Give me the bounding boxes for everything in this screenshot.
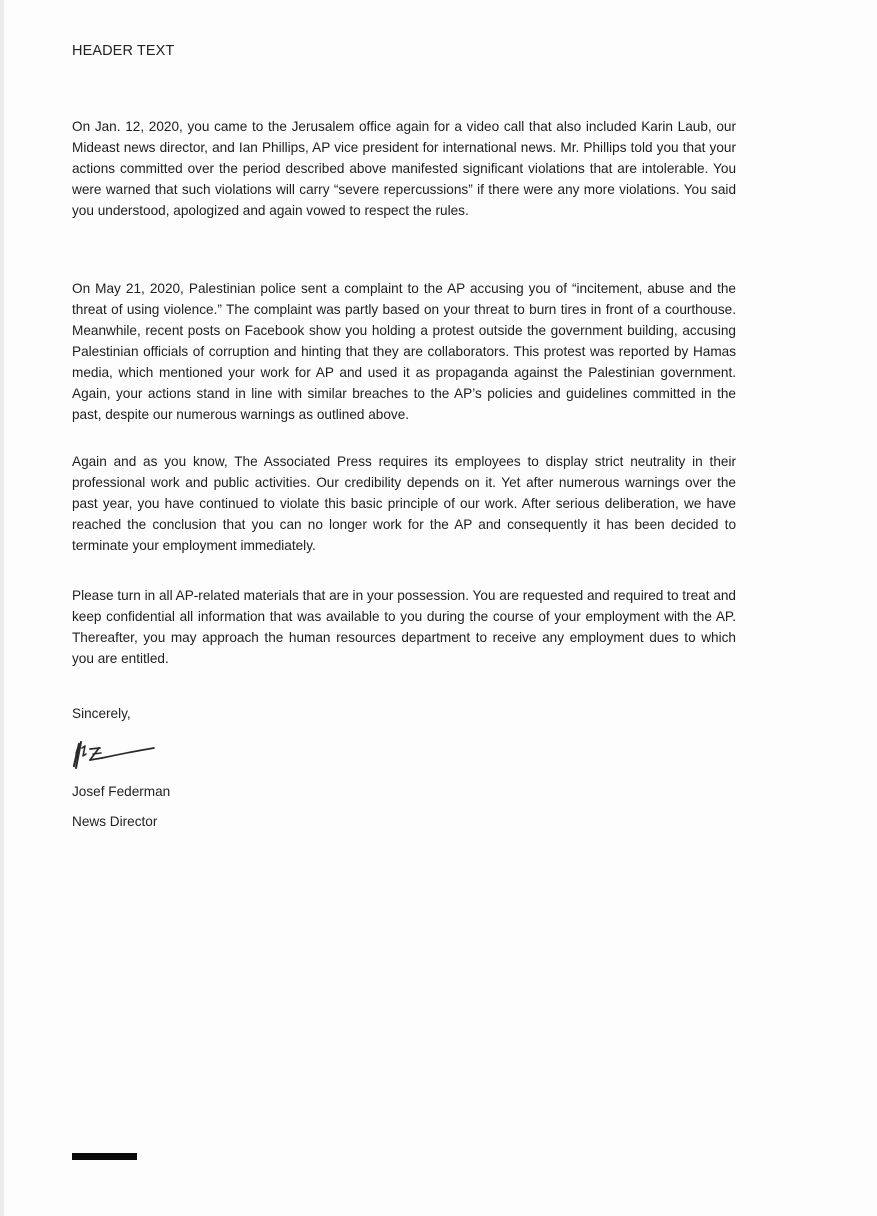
signer-title: News Director (72, 814, 158, 829)
paragraph-return-materials: Please turn in all AP-related materials that are in your possession. You are requested and required to treat and keep confidential all information that was available to you during the course of your employment with the AP. Thereafter, you may approach the human resources department to receive any employment dues to which you are entitled. (72, 588, 736, 666)
paragraph-may-21-complaint: On May 21, 2020, Palestinian police sent a complaint to the AP accusing you of “incitement, abuse and the threat of using violence.” The complaint was partly based on your threat to burn tires in front of a courthouse. Meanwhile, recent posts on Facebook show you holding a protest outside the government building, accusing Palestinian officials of corruption and hinting that they are collaborators. This protest was reported by Hamas media, which mentioned your work for AP and used it as propaganda against the Palestinian government. Again, your actions stand in line with similar breaches to the AP’s policies and guidelines committed in the past, despite our numerous warnings as outlined above. (72, 281, 736, 422)
footer-bar-mark (72, 1153, 137, 1160)
page-edge (0, 0, 4, 1216)
paragraph-jan-12-meeting: On Jan. 12, 2020, you came to the Jerusalem office again for a video call that also included Karin Laub, our Mideast news director, and Ian Phillips, AP vice president for international news. Mr. Phillips told you that your actions committed over the period described above manifested significant violations that are intolerable. You were warned that such violations will carry “severe repercussions” if there were any more violations. You said you understood, apologized and again vowed to respect the rules. (72, 119, 736, 218)
signer-name: Josef Federman (72, 784, 171, 799)
closing-salutation: Sincerely, (72, 706, 131, 721)
paragraph-termination: Again and as you know, The Associated Press requires its employees to display strict neutrality in their professional work and public activities. Our credibility depends on it. Yet after numerous warnings over the past year, you have continued to violate this basic principle of our work. After serious deliberation, we have reached the conclusion that you can no longer work for the AP and consequently it has been decided to terminate your employment immediately. (72, 454, 736, 553)
signature-icon (66, 736, 166, 776)
letter-header: HEADER TEXT (72, 43, 175, 59)
